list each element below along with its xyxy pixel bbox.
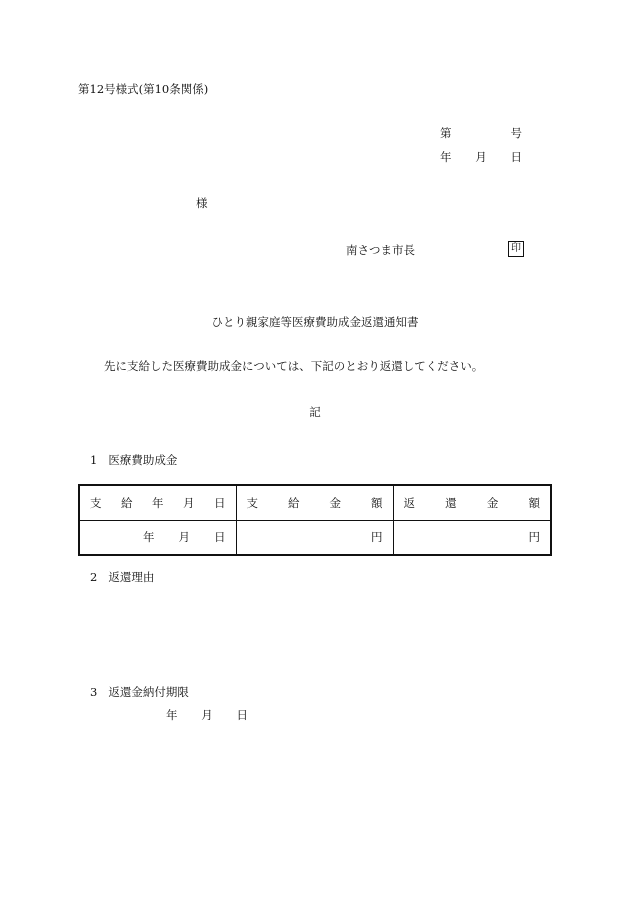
ki-heading: 記 bbox=[309, 405, 321, 419]
issue-year: 年 bbox=[440, 150, 452, 164]
paid-unit: 円 bbox=[371, 530, 383, 545]
section-1-heading bbox=[90, 453, 177, 467]
table-header-row bbox=[79, 485, 551, 520]
row-month: 月 bbox=[178, 530, 190, 545]
deadline-month: 月 bbox=[201, 708, 213, 722]
document-number-line bbox=[440, 126, 522, 140]
header-return-amount: 返 還 金 額 bbox=[393, 485, 551, 520]
section-2-title: 返還理由 bbox=[108, 570, 155, 584]
row-day: 日 bbox=[214, 530, 226, 545]
number-suffix: 号 bbox=[510, 126, 522, 140]
section-1-title: 医療費助成金 bbox=[108, 453, 178, 467]
cell-return-amount bbox=[393, 520, 551, 555]
seal-mark: 印 bbox=[508, 241, 524, 257]
issuer-name: 南さつま市長 bbox=[346, 243, 415, 257]
table-row bbox=[79, 520, 551, 555]
section-3-heading bbox=[90, 685, 189, 699]
section-2-number: 2 bbox=[90, 570, 98, 584]
issue-day: 日 bbox=[510, 150, 522, 164]
document-title: ひとり親家庭等医療費助成金返還通知書 bbox=[211, 315, 419, 329]
form-id: 第12号様式(第10条関係) bbox=[78, 82, 209, 96]
cell-payment-date bbox=[79, 520, 236, 555]
deadline-year: 年 bbox=[166, 708, 178, 722]
section-3-number: 3 bbox=[90, 685, 98, 699]
issue-date-line bbox=[440, 150, 522, 164]
subsidy-table bbox=[78, 484, 552, 556]
return-unit: 円 bbox=[528, 530, 540, 545]
section-1-number: 1 bbox=[90, 453, 98, 467]
number-prefix: 第 bbox=[440, 126, 452, 140]
header-paid-amount: 支 給 金 額 bbox=[236, 485, 393, 520]
issue-month: 月 bbox=[475, 150, 487, 164]
addressee-suffix: 様 bbox=[196, 196, 208, 210]
cell-paid-amount bbox=[236, 520, 393, 555]
deadline-date-line bbox=[166, 708, 248, 722]
section-2-heading bbox=[90, 570, 154, 584]
body-text: 先に支給した医療費助成金については、下記のとおり返還してください。 bbox=[104, 359, 484, 373]
deadline-day: 日 bbox=[236, 708, 248, 722]
row-year: 年 bbox=[143, 530, 155, 545]
section-3-title: 返還金納付期限 bbox=[108, 685, 189, 699]
header-payment-date: 支 給 年 月 日 bbox=[79, 485, 236, 520]
